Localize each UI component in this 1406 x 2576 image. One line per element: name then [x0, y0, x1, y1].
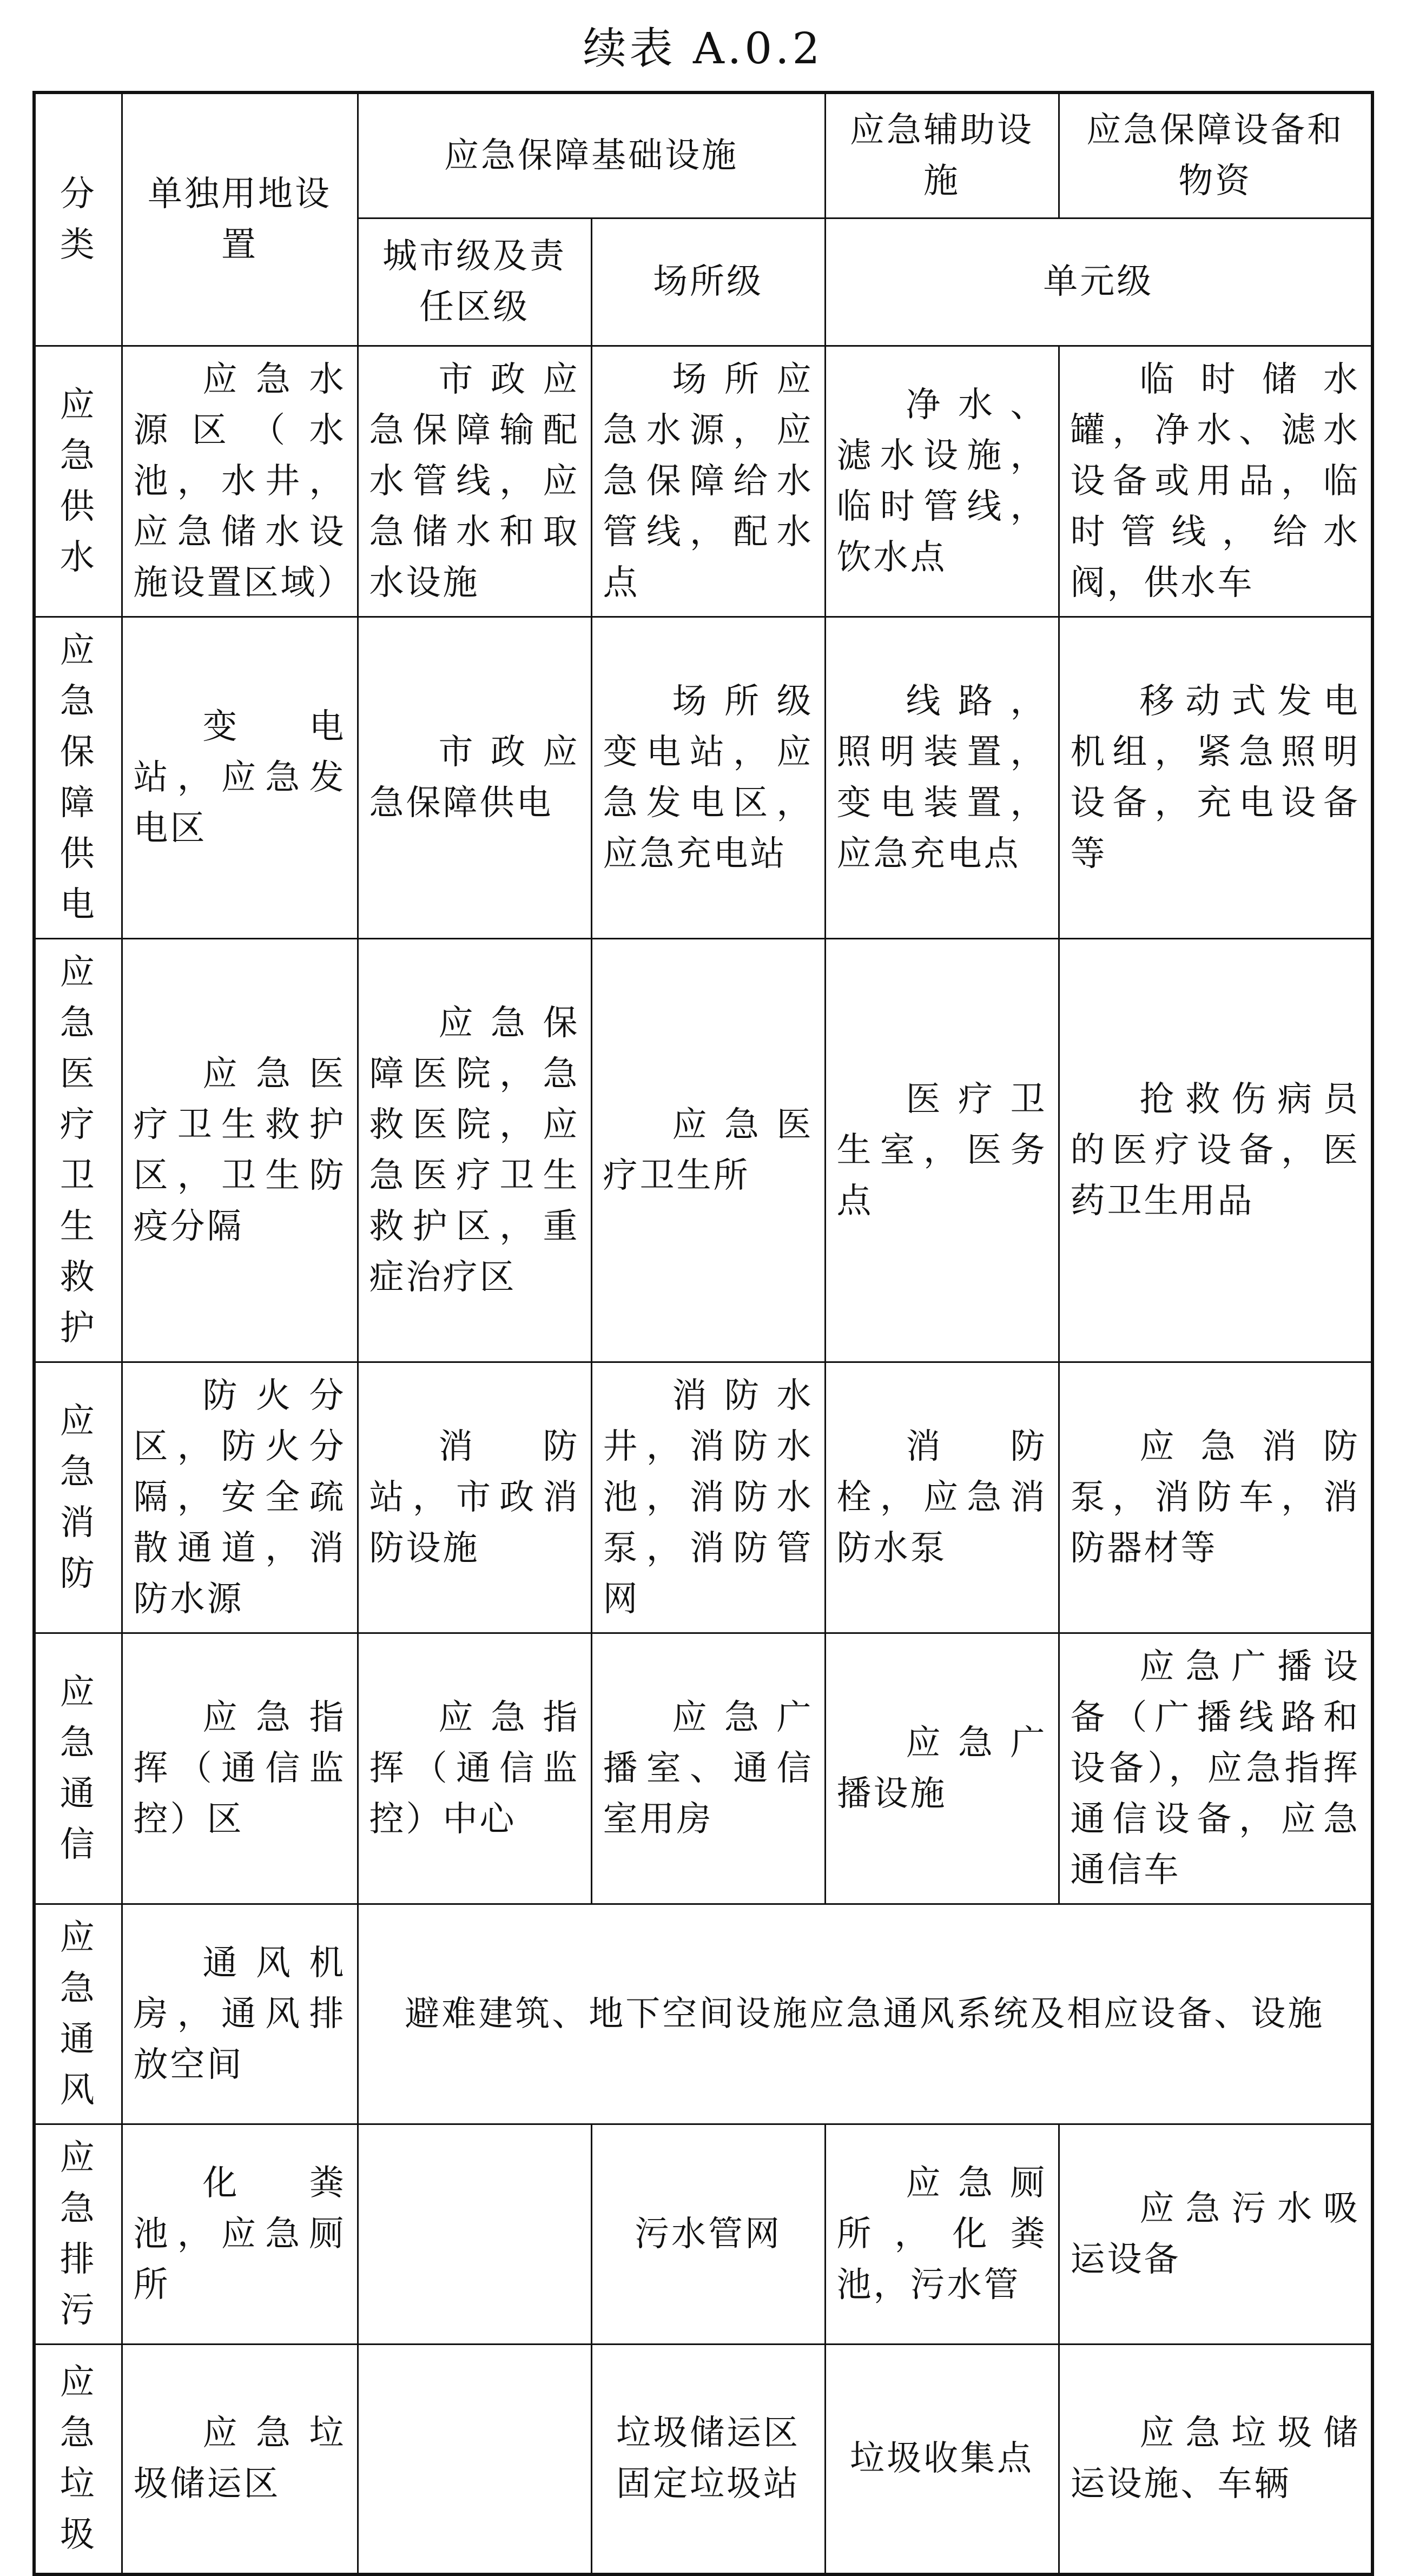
header-basic-facilities: 应急保障基础设施 [358, 92, 825, 218]
header-aux-facilities: 应急辅助设施 [825, 92, 1059, 218]
row-land: 化粪池，应急厕所 [122, 2124, 358, 2344]
row-category: 应急消防 [34, 1362, 122, 1633]
row-land: 应急水源区（水池，水井，应急储水设施设置区域） [122, 346, 358, 617]
row-equip: 应急消防泵，消防车，消防器材等 [1059, 1362, 1372, 1633]
facilities-table [32, 91, 1374, 2576]
row-city [358, 2124, 591, 2344]
header-row-1 [34, 92, 1372, 218]
row-aux: 垃圾收集点 [825, 2344, 1059, 2574]
row-category: 应急保障供电 [34, 617, 122, 938]
table-row [34, 2344, 1372, 2574]
row-equip: 应急广播设备（广播线路和设备），应急指挥通信设备，应急通信车 [1059, 1633, 1372, 1904]
table-row [34, 617, 1372, 938]
row-land: 应急指挥（通信监控）区 [122, 1633, 358, 1904]
row-aux: 应急广播设施 [825, 1633, 1059, 1904]
row-equip: 移动式发电机组，紧急照明设备，充电设备等 [1059, 617, 1372, 938]
row-city: 市政应急保障供电 [358, 617, 591, 938]
row-land: 应急医疗卫生救护区，卫生防疫分隔 [122, 938, 358, 1362]
row-aux: 消防栓，应急消防水泵 [825, 1362, 1059, 1633]
row-city: 应急指挥（通信监控）中心 [358, 1633, 591, 1904]
header-equipment: 应急保障设备和物资 [1059, 92, 1372, 218]
header-city-level: 城市级及责任区级 [358, 218, 591, 346]
row-site: 垃圾储运区固定垃圾站 [591, 2344, 825, 2574]
row-category: 应急排污 [34, 2124, 122, 2344]
header-category: 分类 [34, 92, 122, 346]
row-site: 场所级变电站，应急发电区，应急充电站 [591, 617, 825, 938]
row-aux: 线路，照明装置，变电装置，应急充电点 [825, 617, 1059, 938]
row-city: 消防站，市政消防设施 [358, 1362, 591, 1633]
row-aux: 净水、滤水设施，临时管线，饮水点 [825, 346, 1059, 617]
row-equip: 抢救伤病员的医疗设备，医药卫生用品 [1059, 938, 1372, 1362]
header-separate-land: 单独用地设置 [122, 92, 358, 346]
row-merged: 避难建筑、地下空间设施应急通风系统及相应设备、设施 [358, 1904, 1372, 2124]
table-row [34, 938, 1372, 1362]
row-site: 场所应急水源，应急保障给水管线，配水点 [591, 346, 825, 617]
row-category: 应急医疗卫生救护 [34, 938, 122, 1362]
row-land: 防火分区，防火分隔，安全疏散通道，消防水源 [122, 1362, 358, 1633]
row-equip: 应急污水吸运设备 [1059, 2124, 1372, 2344]
row-category: 应急垃圾 [34, 2344, 122, 2574]
row-aux: 应急厕所，化粪池，污水管 [825, 2124, 1059, 2344]
row-city [358, 2344, 591, 2574]
header-unit-level: 单元级 [825, 218, 1372, 346]
header-site-level: 场所级 [591, 218, 825, 346]
row-land: 通风机房，通风排放空间 [122, 1904, 358, 2124]
row-site: 消防水井，消防水池，消防水泵，消防管网 [591, 1362, 825, 1633]
table-row [34, 1362, 1372, 1633]
row-land: 应急垃圾储运区 [122, 2344, 358, 2574]
row-category: 应急通风 [34, 1904, 122, 2124]
row-category: 应急供水 [34, 346, 122, 617]
table-row [34, 2124, 1372, 2344]
table-row [34, 1633, 1372, 1904]
row-city: 应急保障医院，急救医院，应急医疗卫生救护区，重症治疗区 [358, 938, 591, 1362]
table-row [34, 1904, 1372, 2124]
row-site: 应急广播室、通信室用房 [591, 1633, 825, 1904]
table-row [34, 346, 1372, 617]
row-equip: 临时储水罐，净水、滤水设备或用品，临时管线，给水阀，供水车 [1059, 346, 1372, 617]
table-title: 续表 A.0.2 [583, 23, 823, 74]
row-site: 污水管网 [591, 2124, 825, 2344]
row-aux: 医疗卫生室，医务点 [825, 938, 1059, 1362]
row-category: 应急通信 [34, 1633, 122, 1904]
row-land: 变电站，应急发电区 [122, 617, 358, 938]
row-equip: 应急垃圾储运设施、车辆 [1059, 2344, 1372, 2574]
row-site: 应急医疗卫生所 [591, 938, 825, 1362]
row-city: 市政应急保障输配水管线，应急储水和取水设施 [358, 346, 591, 617]
